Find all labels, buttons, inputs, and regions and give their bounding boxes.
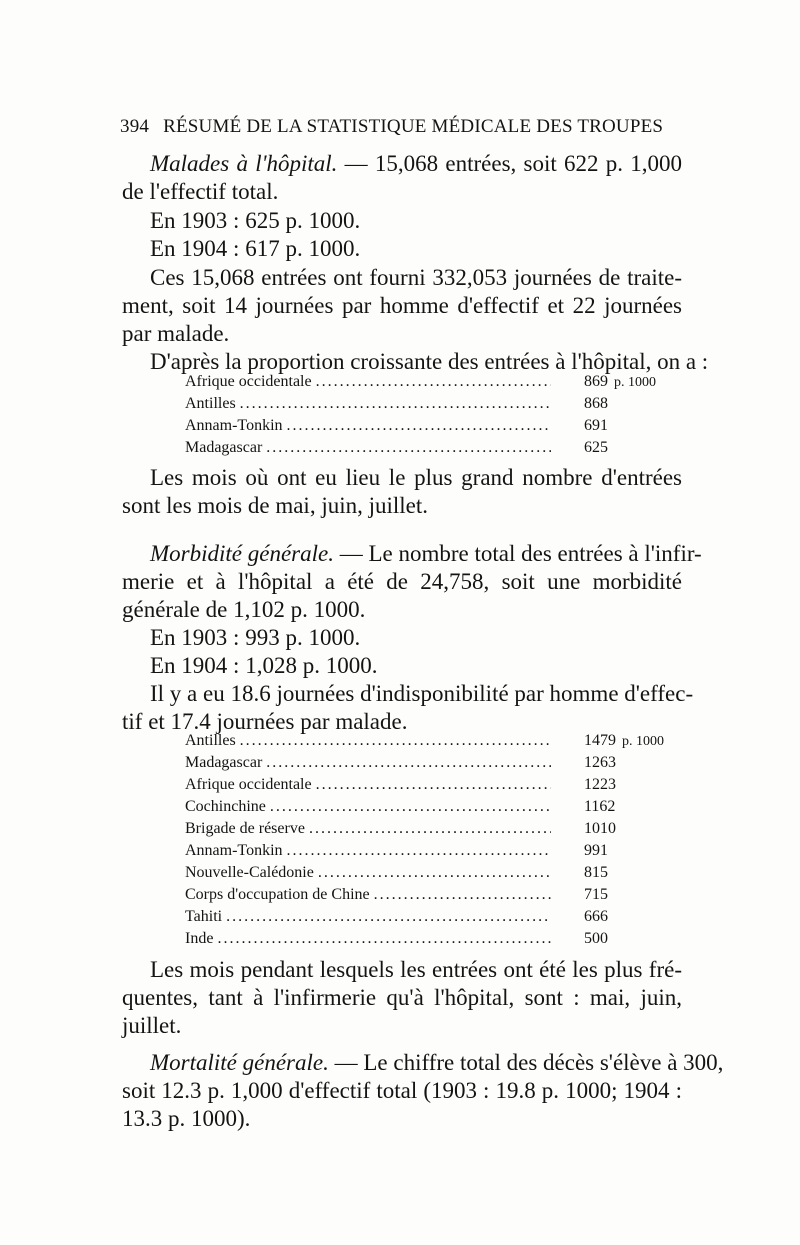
table1-row-value xyxy=(584,436,608,460)
table2-row-value xyxy=(584,883,608,907)
sec2-line-6: Il y a eu 18.6 journées d'indisponibilité par homme d'effec- xyxy=(150,681,694,706)
table1-row-label xyxy=(185,436,555,460)
sec2-line-7: tif et 17.4 journées par malade. xyxy=(122,709,408,734)
table1-row-label xyxy=(185,414,555,438)
dot-leader xyxy=(287,839,551,863)
sec1-line-4: En 1904 : 617 p. 1000. xyxy=(150,236,361,261)
table2-label: Corps d'occupation de Chine xyxy=(185,886,370,903)
dot-leader xyxy=(287,414,551,438)
dot-leader xyxy=(316,773,551,797)
table2-row-value xyxy=(584,773,616,797)
table2-value: 500 xyxy=(584,930,608,947)
table1-value: 625 xyxy=(584,439,608,456)
table2-value: 815 xyxy=(584,864,608,881)
sec1-heading: Malades à l'hôpital. xyxy=(150,151,338,176)
table1-value: 691 xyxy=(584,417,608,434)
table2-value: 666 xyxy=(584,908,608,925)
table2-row-label xyxy=(185,839,555,863)
page-number: 394 xyxy=(120,116,150,137)
dot-leader xyxy=(217,927,551,951)
sec2-line-3: générale de 1,102 p. 1000. xyxy=(122,597,366,622)
table2-value: 991 xyxy=(584,842,608,859)
running-title: RÉSUMÉ DE LA STATISTIQUE MÉDICALE DES TROUPES xyxy=(163,116,664,137)
table2-label: Nouvelle-Calédonie xyxy=(185,864,314,881)
sec1-line-1-text: — 15,068 entrées, soit 622 p. 1,000 xyxy=(337,151,682,176)
table2-row-label xyxy=(185,751,555,775)
sec3-line-1 xyxy=(150,1049,724,1077)
para3-line-3: juillet. xyxy=(122,1013,182,1038)
table2-row-label xyxy=(185,773,555,797)
table2-value: 1263 xyxy=(584,754,616,771)
dot-leader xyxy=(266,436,551,460)
table2-label: Brigade de réserve xyxy=(185,820,305,837)
table1-row-value xyxy=(584,414,608,438)
table2-value: 1010 xyxy=(584,820,616,837)
para3-line-1: Les mois pendant lesquels les entrées ont été les plus fré- xyxy=(150,957,682,982)
table2-label: Tahiti xyxy=(185,908,223,925)
table2-label: Afrique occidentale xyxy=(185,776,312,793)
sec1-line-8: D'après la proportion croissante des entrées à l'hôpital, on a : xyxy=(150,349,709,374)
table2-label: Madagascar xyxy=(185,754,263,771)
sec2-line-4: En 1903 : 993 p. 1000. xyxy=(150,625,361,650)
table1-row-value xyxy=(584,392,608,416)
sec2-line-1-text: — Le nombre total des entrées à l'infir- xyxy=(333,541,702,566)
table2-row-value xyxy=(584,751,616,775)
sec1-line-7: par malade. xyxy=(122,321,230,346)
table2-row-label xyxy=(185,729,555,753)
sec1-line-2: de l'effectif total. xyxy=(122,179,279,204)
table1-label: Afrique occidentale xyxy=(185,373,312,390)
sec1-line-3: En 1903 : 625 p. 1000. xyxy=(150,208,361,233)
table2-row-label xyxy=(185,861,555,885)
sec3-line-1-text: — Le chiffre total des décès s'élève à 300, xyxy=(328,1050,724,1075)
sec1-line-6: ment, soit 14 journées par homme d'effectif et 22 journées xyxy=(122,293,682,318)
table1-unit: p. 1000 xyxy=(614,375,656,390)
table1-value: 868 xyxy=(584,395,608,412)
table2-row-label xyxy=(185,905,555,929)
dot-leader xyxy=(270,795,551,819)
table2-value: 715 xyxy=(584,886,608,903)
sec1-line-5: Ces 15,068 entrées ont fourni 332,053 journées de traite- xyxy=(150,265,682,290)
table2-row-label xyxy=(185,795,555,819)
dot-leader xyxy=(266,751,551,775)
table2-value: 1479 xyxy=(584,732,616,749)
dot-leader xyxy=(316,370,551,394)
table2-row-value xyxy=(584,795,615,819)
dot-leader xyxy=(318,861,551,885)
table1-label: Annam-Tonkin xyxy=(185,417,283,434)
sec3-heading: Mortalité générale. xyxy=(150,1050,329,1075)
dot-leader xyxy=(309,817,551,841)
sec2-line-5: En 1904 : 1,028 p. 1000. xyxy=(150,653,378,678)
table2-row-value xyxy=(584,817,616,841)
table2-value: 1162 xyxy=(584,798,616,815)
para2-line-2: sont les mois de mai, juin, juillet. xyxy=(122,493,429,518)
sec3-line-3: 13.3 p. 1000). xyxy=(122,1106,251,1131)
table2-unit: p. 1000 xyxy=(622,734,664,749)
running-header xyxy=(120,116,675,138)
sec1-line-1 xyxy=(150,150,682,178)
table2-label: Annam-Tonkin xyxy=(185,842,283,859)
table2-row-value xyxy=(584,861,608,885)
table1-label: Antilles xyxy=(185,395,236,412)
table2-row-value xyxy=(584,927,608,951)
para2-line-1: Les mois où ont eu lieu le plus grand nombre d'entrées xyxy=(150,465,682,490)
sec3-line-2: soit 12.3 p. 1,000 d'effectif total (1903 : 19.8 p. 1000; 1904 : xyxy=(122,1078,682,1103)
table2-row-label xyxy=(185,927,555,951)
table1-value: 869 xyxy=(584,373,608,390)
dot-leader xyxy=(240,392,551,416)
table2-row-value xyxy=(584,839,608,863)
table2-label: Antilles xyxy=(185,732,236,749)
table2-label: Inde xyxy=(185,930,214,947)
table2-row-label xyxy=(185,883,555,907)
sec2-line-1 xyxy=(150,540,702,568)
table2-value: 1223 xyxy=(584,776,616,793)
dot-leader xyxy=(240,729,551,753)
table1-row-label xyxy=(185,392,555,416)
sec2-line-2: merie et à l'hôpital a été de 24,758, soit une morbidité xyxy=(122,569,682,594)
para3-line-2: quentes, tant à l'infirmerie qu'à l'hôpital, sont : mai, juin, xyxy=(122,985,682,1010)
dot-leader xyxy=(226,905,551,929)
table2-label: Cochinchine xyxy=(185,798,266,815)
table2-row-value xyxy=(584,905,608,929)
table2-row-label xyxy=(185,817,555,841)
table1-row-label xyxy=(185,370,555,394)
table1-label: Madagascar xyxy=(185,439,263,456)
sec2-heading: Morbidité générale. xyxy=(150,541,334,566)
dot-leader xyxy=(374,883,551,907)
